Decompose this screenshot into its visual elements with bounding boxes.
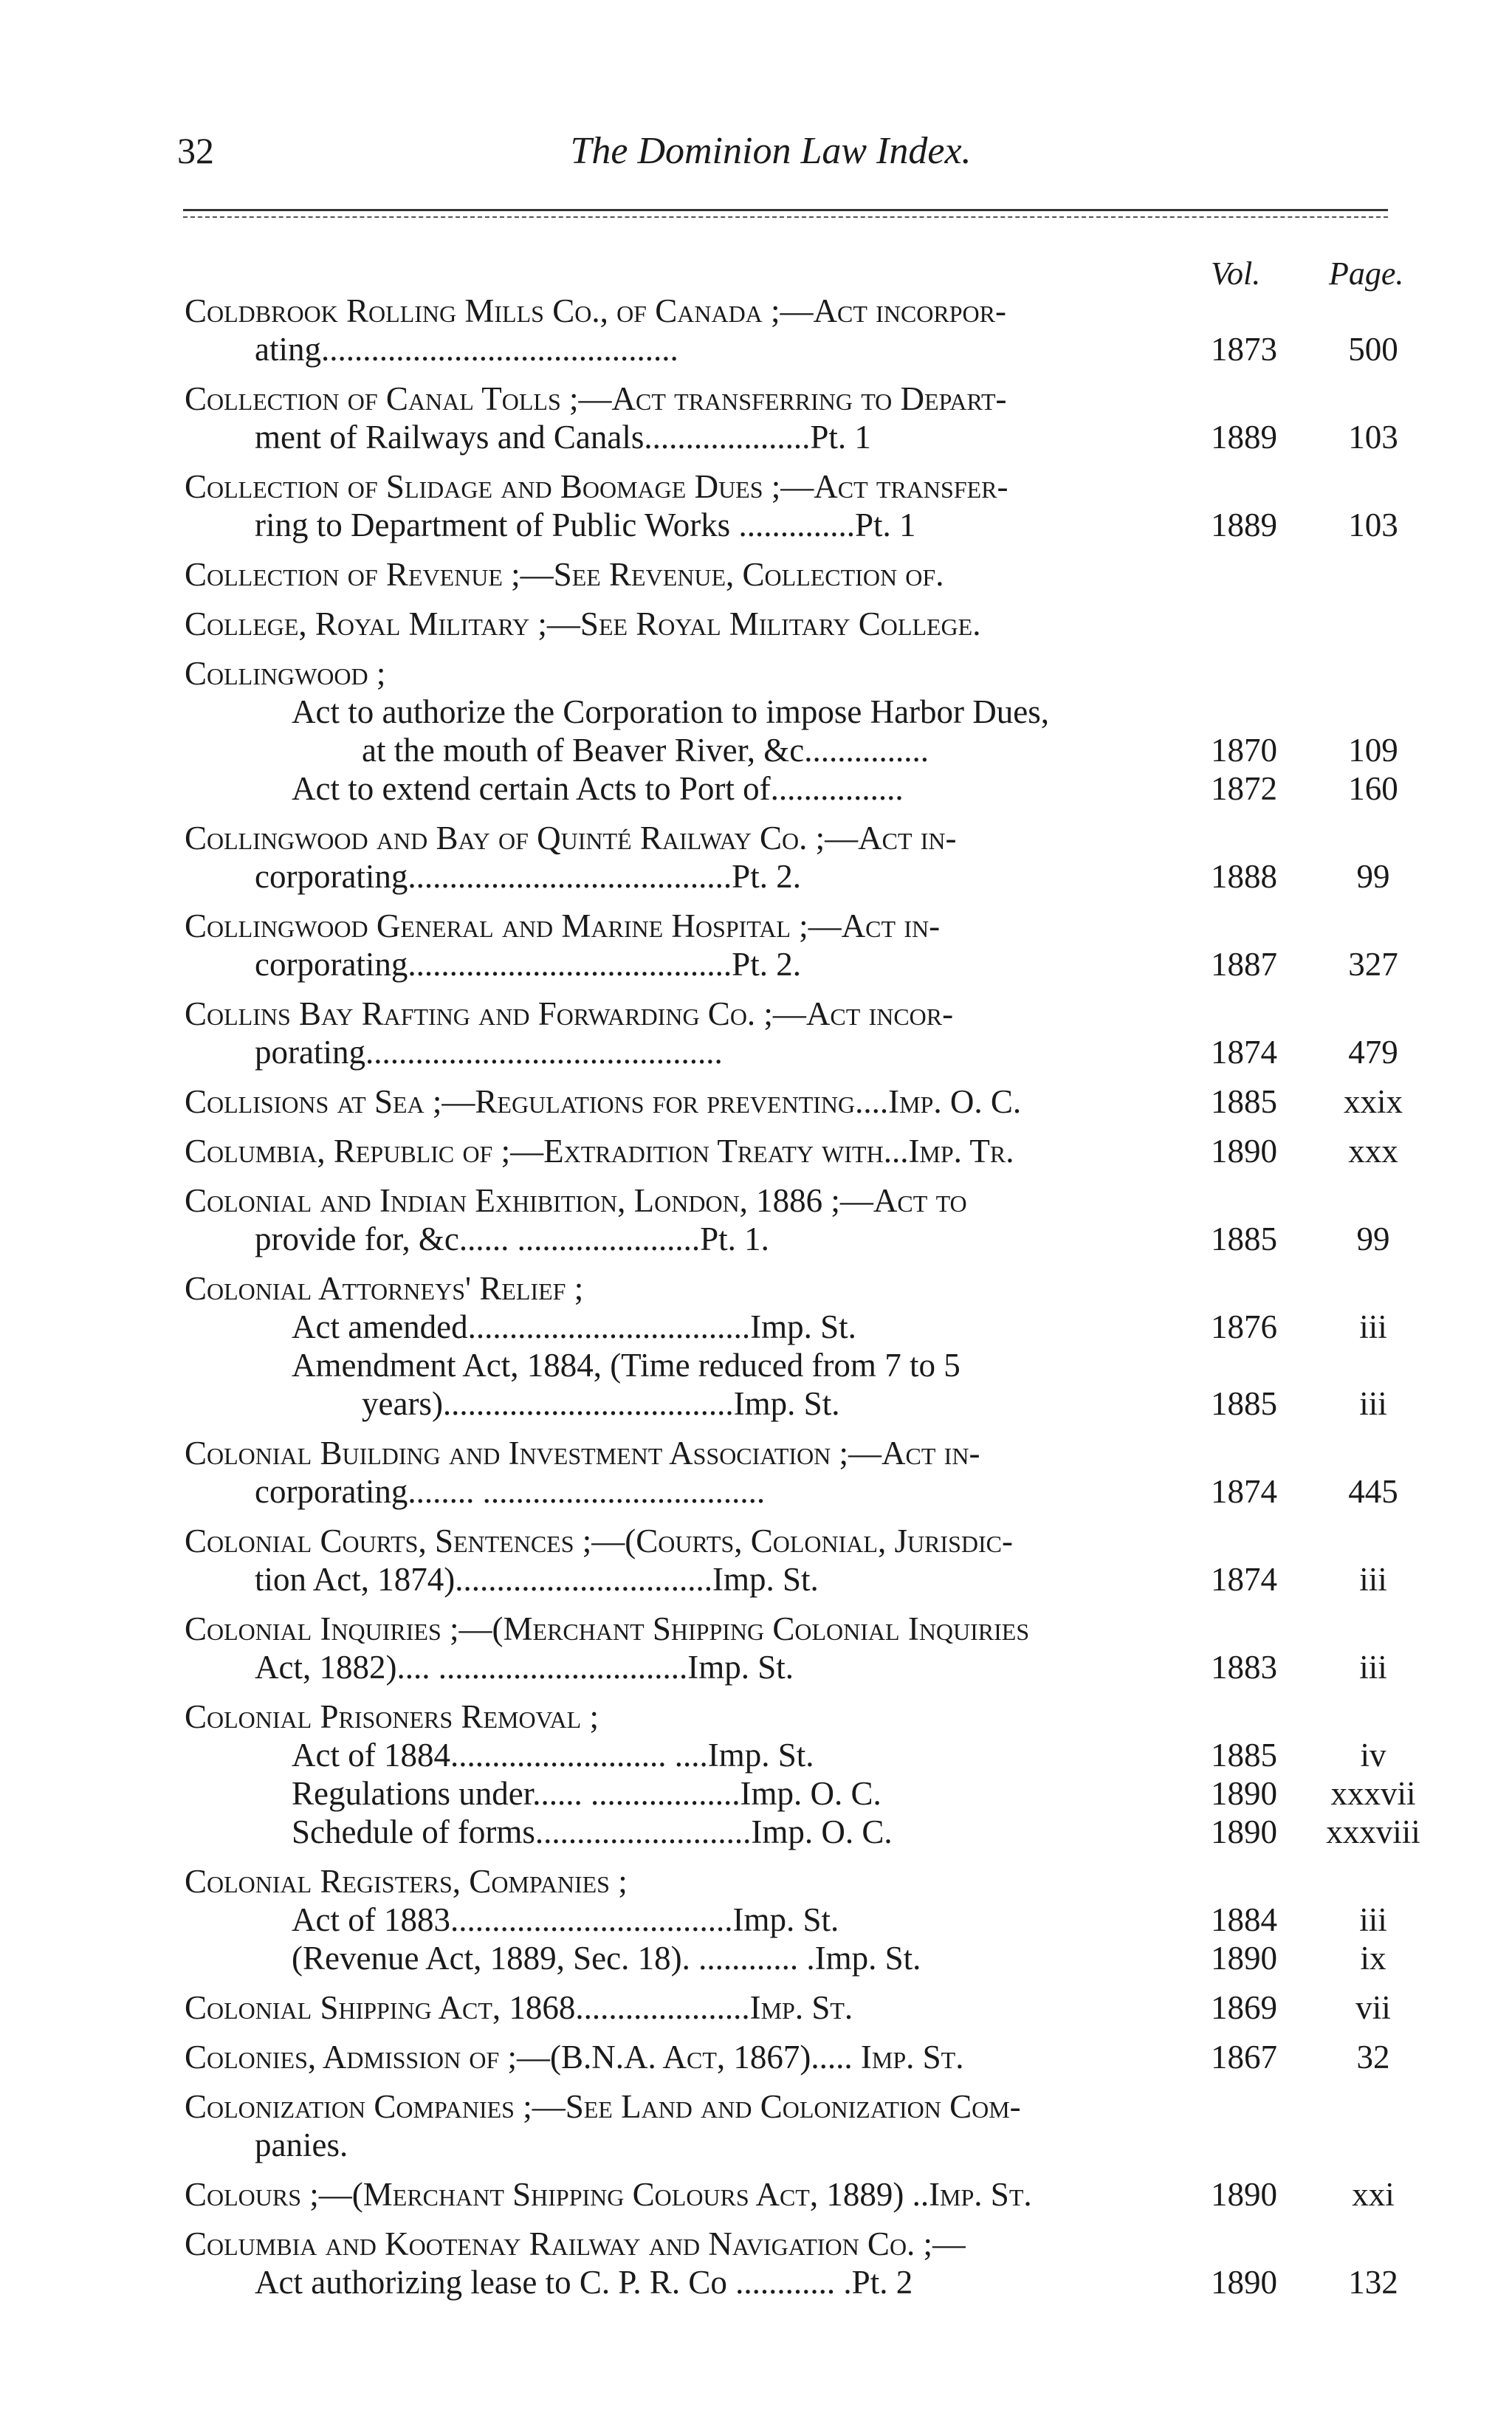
entry-text: ring to Department of Public Works ..............Pt. 1: [255, 507, 916, 543]
entry-text: ating...........................................: [255, 331, 678, 368]
index-entry: [185, 1434, 1403, 1511]
entry-text: Act of 1883..................................Imp. St.: [292, 1901, 839, 1938]
entry-volume: 1885: [1211, 1385, 1277, 1422]
entry-line: [185, 1648, 1403, 1686]
entry-line: [185, 1939, 1403, 1977]
entry-text: Colonial Registers, Companies ;: [185, 1863, 628, 1900]
entry-page: iii: [1359, 1561, 1387, 1598]
column-head-vol: Vol.: [1211, 255, 1261, 292]
entry-text: Colonial Shipping Act, 1868.....................Imp. St.: [185, 1989, 853, 2026]
entry-line: [185, 945, 1403, 983]
entry-text: Act to authorize the Corporation to impose Harbor Dues,: [292, 693, 1049, 730]
running-title: The Dominion Law Index.: [570, 130, 972, 172]
entry-text: College, Royal Military ;—See Royal Military College.: [185, 605, 981, 642]
entry-text: Colonial Attorneys' Relief ;: [185, 1270, 584, 1307]
entry-page: ix: [1360, 1940, 1386, 1977]
entry-page: xxi: [1352, 2176, 1395, 2213]
entry-text: Collingwood General and Marine Hospital ;—Act in-: [185, 907, 941, 944]
entry-text: ment of Railways and Canals....................Pt. 1: [255, 419, 871, 456]
entry-line: [185, 731, 1403, 769]
entry-text: Colonial and Indian Exhibition, London, 1886 ;—Act to: [185, 1182, 967, 1219]
entry-line: [185, 1736, 1403, 1774]
entry-line: [185, 1472, 1403, 1511]
entry-line: [185, 1610, 1403, 1648]
entry-line: [185, 2225, 1403, 2263]
entry-text: Collingwood and Bay of Quinté Railway Co. ;—Act in-: [185, 820, 957, 857]
entry-line: [185, 1181, 1403, 1220]
entry-volume: 1874: [1211, 1561, 1277, 1598]
entry-page: 160: [1348, 770, 1398, 807]
entry-line: [185, 1862, 1403, 1901]
entry-text: Collection of Slidage and Boomage Dues ;—Act transfer-: [185, 468, 1008, 505]
entry-line: [185, 2126, 1403, 2164]
entry-line: [185, 1901, 1403, 1939]
entry-line: [185, 907, 1403, 945]
entry-page: 327: [1348, 946, 1398, 983]
entry-volume: 1869: [1211, 1989, 1277, 2026]
index-entry: [185, 1697, 1420, 1851]
entry-page: 99: [1356, 858, 1390, 895]
entry-line: [185, 380, 1403, 418]
index-entry: [185, 819, 1403, 896]
entry-volume: 1870: [1211, 732, 1277, 769]
entry-line: [185, 1813, 1420, 1851]
entry-line: [185, 1346, 1403, 1384]
index-entry: [185, 292, 1403, 368]
entry-volume: 1874: [1211, 1034, 1277, 1071]
index-entry: [185, 1522, 1403, 1599]
entry-text: Colonization Companies ;—See Land and Colonization Com-: [185, 2088, 1021, 2125]
entry-text: Collection of Revenue ;—See Revenue, Collection of.: [185, 556, 944, 593]
column-head-page: Page.: [1329, 255, 1404, 292]
entry-text: Act of 1884.......................... ....Imp. St.: [292, 1737, 814, 1774]
entry-volume: 1890: [1211, 1813, 1277, 1850]
entry-volume: 1885: [1211, 1221, 1277, 1257]
entry-text: provide for, &c...... ......................Pt. 1.: [255, 1221, 769, 1257]
entry-text: at the mouth of Beaver River, &c...............: [362, 732, 929, 769]
entry-line: [185, 1774, 1416, 1813]
index-entry: [185, 1181, 1403, 1258]
entry-line: [185, 2175, 1403, 2214]
entry-line: [185, 506, 1403, 544]
index-entry: [185, 2038, 1403, 2076]
entry-text: corporating........ ..................................: [255, 1473, 766, 1510]
index-entry: [185, 907, 1403, 983]
entry-line: [185, 1220, 1403, 1258]
index-entry: [185, 1988, 1403, 2027]
entry-volume: 1890: [1211, 1775, 1277, 1812]
entry-volume: 1884: [1211, 1901, 1277, 1938]
entry-line: [185, 1033, 1403, 1071]
entry-volume: 1890: [1211, 1940, 1277, 1977]
entry-volume: 1872: [1211, 770, 1277, 807]
entry-page: iii: [1359, 1649, 1387, 1686]
entry-text: Act to extend certain Acts to Port of................: [292, 770, 904, 807]
entry-volume: 1888: [1211, 858, 1277, 895]
entry-line: [185, 1560, 1403, 1599]
entry-volume: 1889: [1211, 507, 1277, 543]
entry-text: Colonial Prisoners Removal ;: [185, 1698, 599, 1735]
index-entry: [185, 2175, 1403, 2214]
index-entry: [185, 1082, 1403, 1121]
index-entry: [185, 1862, 1403, 1977]
index-entry: [185, 654, 1403, 808]
entry-text: years)...................................Imp. St.: [362, 1385, 840, 1422]
entry-text: Act amended..................................Imp. St.: [292, 1308, 856, 1345]
entry-text: Columbia, Republic of ;—Extradition Treaty with...Imp. Tr.: [185, 1133, 1014, 1170]
entry-volume: 1889: [1211, 419, 1277, 456]
index-entry: [185, 2087, 1403, 2164]
entry-line: [185, 1988, 1403, 2027]
entry-line: [185, 292, 1403, 330]
entry-text: Act authorizing lease to C. P. R. Co ............ .Pt. 2: [255, 2264, 913, 2301]
entry-line: [185, 2087, 1403, 2126]
entry-text: panies.: [255, 2126, 348, 2163]
entry-line: [185, 1384, 1403, 1423]
entry-page: 479: [1348, 1034, 1398, 1071]
entry-volume: 1874: [1211, 1473, 1277, 1510]
entry-page: 500: [1348, 331, 1398, 368]
entry-page: iii: [1359, 1308, 1387, 1345]
entry-volume: 1885: [1211, 1737, 1277, 1774]
index-entry: [185, 2225, 1403, 2301]
entry-text: Collins Bay Rafting and Forwarding Co. ;—Act incor-: [185, 995, 954, 1032]
page-number: 32: [177, 130, 214, 171]
entry-text: Collingwood ;: [185, 655, 386, 692]
entry-volume: 1890: [1211, 2264, 1277, 2301]
entry-text: corporating.......................................Pt. 2.: [255, 946, 801, 983]
index-entry: [185, 605, 1403, 643]
index-entry: [185, 467, 1403, 544]
entry-page: 445: [1348, 1473, 1398, 1510]
index-entry: [185, 1132, 1403, 1170]
entry-volume: 1887: [1211, 946, 1277, 983]
entry-text: Colonial Inquiries ;—(Merchant Shipping Colonial Inquiries: [185, 1610, 1030, 1647]
entry-line: [185, 605, 1403, 643]
entry-line: [185, 555, 1403, 594]
entry-line: [185, 819, 1403, 857]
entry-page: vii: [1355, 1989, 1391, 2026]
entry-page: 99: [1356, 1221, 1390, 1257]
entry-volume: 1873: [1211, 331, 1277, 368]
entry-volume: 1890: [1211, 2176, 1277, 2213]
entry-volume: 1885: [1211, 1083, 1277, 1120]
entry-line: [185, 769, 1403, 808]
entry-text: Coldbrook Rolling Mills Co., of Canada ;—Act incorpor-: [185, 292, 1006, 329]
entry-page: 103: [1348, 507, 1398, 543]
entry-line: [185, 330, 1403, 368]
entry-page: xxxvii: [1330, 1775, 1416, 1812]
entry-line: [185, 1308, 1403, 1346]
entry-page: iii: [1359, 1385, 1387, 1422]
entry-line: [185, 1269, 1403, 1308]
entry-volume: 1890: [1211, 1133, 1277, 1170]
entry-text: Colonial Courts, Sentences ;—(Courts, Colonial, Jurisdic-: [185, 1523, 1013, 1559]
entry-line: [185, 857, 1403, 896]
entry-line: [185, 1697, 1403, 1736]
index-entry: [185, 555, 1403, 594]
entry-text: Amendment Act, 1884, (Time reduced from 7 to 5: [292, 1347, 961, 1384]
entry-line: [185, 418, 1403, 456]
entry-text: Act, 1882).... ..............................Imp. St.: [255, 1649, 794, 1686]
entry-line: [185, 2038, 1403, 2076]
entry-line: [185, 467, 1403, 506]
index-entry: [185, 380, 1403, 456]
entry-page: xxxviii: [1326, 1813, 1420, 1850]
entry-page: 103: [1348, 419, 1398, 456]
entry-line: [185, 995, 1403, 1033]
entry-text: Collection of Canal Tolls ;—Act transferring to Depart-: [185, 380, 1007, 417]
index-entry: [185, 1269, 1403, 1423]
entry-line: [185, 1522, 1403, 1560]
index-entry: [185, 995, 1403, 1071]
entry-page: iv: [1360, 1737, 1386, 1774]
entry-text: Colours ;—(Merchant Shipping Colours Act, 1889) ..Imp. St.: [185, 2176, 1032, 2213]
entry-text: Columbia and Kootenay Railway and Navigation Co. ;—: [185, 2225, 966, 2262]
entry-text: Colonial Building and Investment Association ;—Act in-: [185, 1435, 980, 1472]
entry-page: 132: [1348, 2264, 1398, 2301]
header-rule-dashed: [183, 216, 1388, 218]
page-header: [177, 129, 1364, 181]
entry-page: iii: [1359, 1901, 1387, 1938]
index-entries: [185, 292, 1420, 2313]
entry-text: tion Act, 1874)...............................Imp. St.: [255, 1561, 819, 1598]
entry-page: 109: [1348, 732, 1398, 769]
entry-text: porating...........................................: [255, 1034, 723, 1071]
entry-volume: 1883: [1211, 1649, 1277, 1686]
entry-line: [185, 693, 1403, 731]
entry-text: Colonies, Admission of ;—(B.N.A. Act, 1867)..... Imp. St.: [185, 2039, 964, 2076]
entry-text: Collisions at Sea ;—Regulations for preventing....Imp. O. C.: [185, 1083, 1022, 1120]
entry-text: (Revenue Act, 1889, Sec. 18). ............ .Imp. St.: [292, 1940, 921, 1977]
entry-page: xxix: [1343, 1083, 1403, 1120]
entry-text: Regulations under...... ..................Imp. O. C.: [292, 1775, 882, 1812]
entry-line: [185, 1082, 1403, 1121]
entry-volume: 1867: [1211, 2039, 1277, 2076]
entry-text: Schedule of forms..........................Imp. O. C.: [292, 1813, 893, 1850]
header-rule: [183, 209, 1388, 211]
entry-volume: 1876: [1211, 1308, 1277, 1345]
index-entry: [185, 1610, 1403, 1686]
entry-page: 32: [1356, 2039, 1390, 2076]
entry-page: xxx: [1348, 1133, 1398, 1170]
entry-text: corporating.......................................Pt. 2.: [255, 858, 801, 895]
entry-line: [185, 2263, 1403, 2301]
entry-line: [185, 1132, 1403, 1170]
entry-line: [185, 1434, 1403, 1472]
entry-line: [185, 654, 1403, 693]
